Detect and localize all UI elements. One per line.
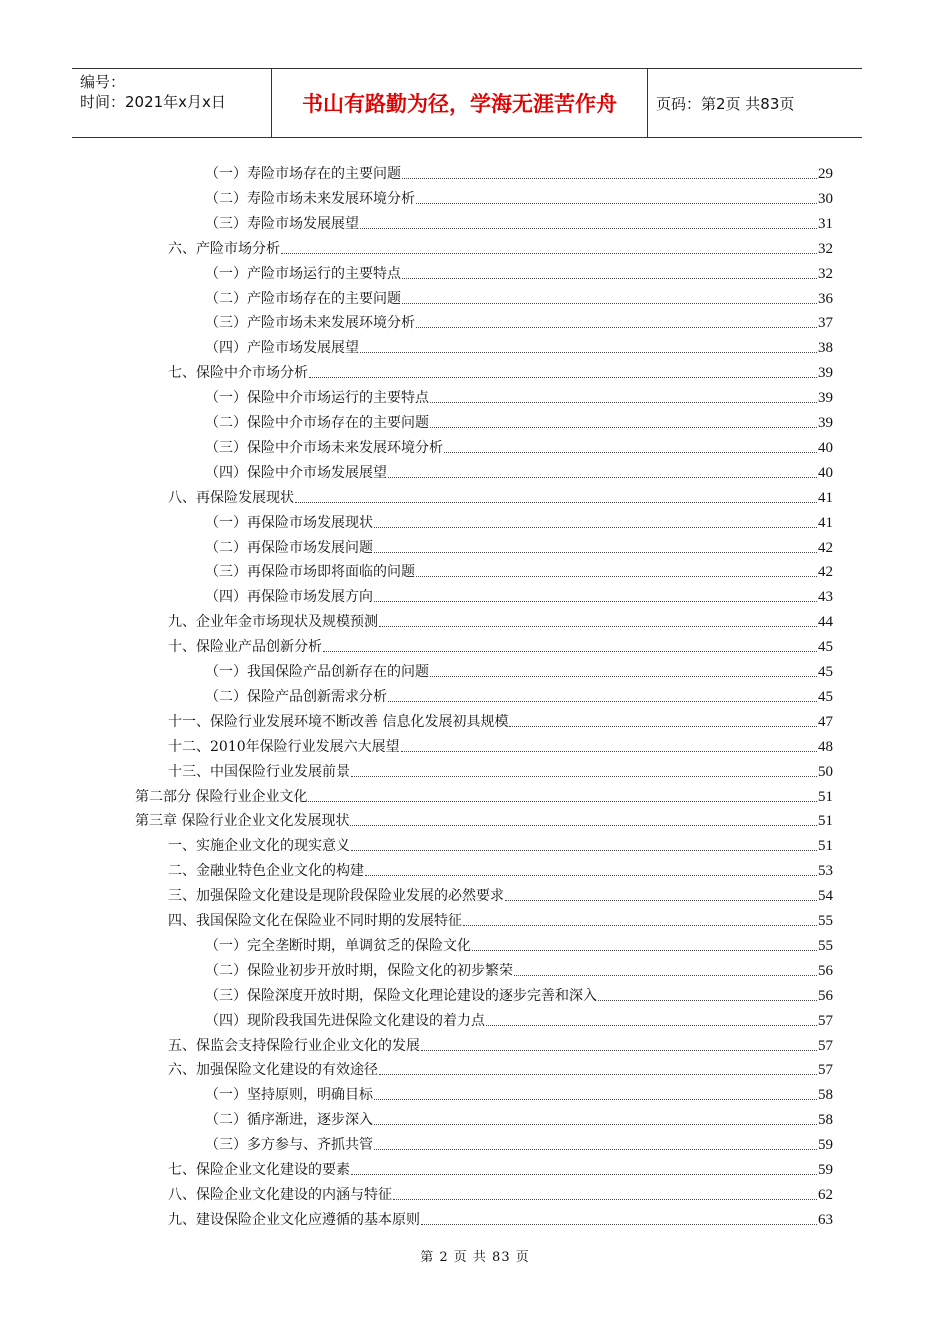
toc-entry[interactable] <box>205 955 833 980</box>
toc-entry-title: 九、建设保险企业文化应遵循的基本原则 <box>168 1211 420 1228</box>
toc-dot-leader <box>421 1049 817 1051</box>
toc-dot-leader <box>374 1148 817 1150</box>
toc-entry-page: 63 <box>818 1211 833 1228</box>
toc-dot-leader <box>360 227 817 229</box>
toc-entry[interactable] <box>205 581 833 606</box>
toc-entry-title: 十一、保险行业发展环境不断改善 信息化发展初具规模 <box>168 713 509 730</box>
toc-entry-title: （一）寿险市场存在的主要问题 <box>205 166 401 182</box>
header-motto: 书山有路勤为径，学海无涯苦作舟 <box>272 69 648 137</box>
toc-entry-page: 45 <box>818 639 833 656</box>
toc-dot-leader <box>472 949 817 951</box>
header-number-label: 编号： <box>80 73 126 91</box>
toc-entry-title: 四、我国保险文化在保险业不同时期的发展特征 <box>168 913 462 929</box>
toc-entry[interactable] <box>135 781 833 806</box>
toc-dot-leader <box>374 1123 817 1125</box>
toc-entry-title: 十、保险业产品创新分析 <box>168 639 322 656</box>
toc-entry-page: 55 <box>818 937 833 954</box>
toc-entry-page: 42 <box>818 539 833 556</box>
toc-dot-leader <box>365 874 817 876</box>
toc-entry-title: 七、保险企业文化建设的要素 <box>168 1162 350 1178</box>
toc-entry-page: 56 <box>818 987 833 1004</box>
toc-entry[interactable] <box>168 1179 833 1204</box>
toc-entry-page: 45 <box>818 688 833 705</box>
toc-entry-page: 50 <box>818 763 833 780</box>
toc-dot-leader <box>401 750 817 752</box>
toc-entry-page: 51 <box>818 813 833 830</box>
toc-dot-leader <box>430 401 817 403</box>
toc-entry[interactable] <box>168 482 833 507</box>
toc-entry-page: 59 <box>818 1162 833 1178</box>
toc-entry-title: （一）坚持原则，明确目标 <box>205 1087 373 1104</box>
toc-entry[interactable] <box>205 930 833 955</box>
toc-dot-leader <box>379 1073 817 1075</box>
page-header <box>72 68 862 138</box>
toc-entry-title: （二）保险业初步开放时期，保险文化的初步繁荣 <box>205 962 513 979</box>
toc-entry[interactable] <box>205 656 833 681</box>
toc-dot-leader <box>374 1098 817 1100</box>
toc-entry-page: 58 <box>818 1112 833 1129</box>
toc-entry-page: 53 <box>818 863 833 880</box>
toc-entry-title: （三）保险中介市场未来发展环境分析 <box>205 439 443 456</box>
toc-entry-title: 十三、中国保险行业发展前景 <box>168 763 350 780</box>
header-time-label: 时间：2021年x月x日 <box>80 93 226 111</box>
toc-dot-leader <box>416 326 817 328</box>
toc-entry[interactable] <box>168 1154 833 1179</box>
toc-entry-page: 57 <box>818 1062 833 1079</box>
toc-entry-page: 62 <box>818 1186 833 1203</box>
toc-entry-title: （二）再保险市场发展问题 <box>205 539 373 556</box>
toc-dot-leader <box>509 725 817 727</box>
toc-dot-leader <box>416 575 817 577</box>
toc-entry-title: （二）循序渐进，逐步深入 <box>205 1112 373 1129</box>
toc-entry[interactable] <box>205 1104 833 1129</box>
toc-entry-page: 54 <box>818 888 833 905</box>
toc-entry[interactable] <box>168 731 833 756</box>
toc-entry-page: 57 <box>818 1012 833 1029</box>
toc-entry[interactable] <box>205 1079 833 1104</box>
toc-dot-leader <box>295 501 817 503</box>
toc-entry[interactable] <box>205 507 833 532</box>
toc-entry[interactable] <box>168 1204 833 1229</box>
toc-entry-page: 32 <box>818 265 833 282</box>
toc-entry-page: 41 <box>818 489 833 506</box>
toc-entry[interactable] <box>205 258 833 283</box>
toc-entry[interactable] <box>205 1005 833 1030</box>
toc-dot-leader <box>393 1198 817 1200</box>
toc-entry[interactable] <box>168 1054 833 1079</box>
toc-entry[interactable] <box>205 183 833 208</box>
toc-entry-title: （一）产险市场运行的主要特点 <box>205 265 401 282</box>
toc-entry-page: 55 <box>818 913 833 929</box>
toc-dot-leader <box>514 974 817 976</box>
toc-entry-title: 七、保险中介市场分析 <box>168 365 308 382</box>
toc-entry[interactable] <box>205 307 833 332</box>
toc-entry-page: 43 <box>818 589 833 606</box>
toc-dot-leader <box>402 177 817 179</box>
toc-dot-leader <box>379 625 817 627</box>
toc-entry-title: （四）现阶段我国先进保险文化建设的着力点 <box>205 1012 485 1029</box>
toc-entry-title: （四）产险市场发展展望 <box>205 340 359 357</box>
toc-entry-title: （三）寿险市场发展展望 <box>205 215 359 232</box>
toc-dot-leader <box>598 999 817 1001</box>
toc-dot-leader <box>360 351 817 353</box>
toc-entry[interactable] <box>135 805 833 830</box>
toc-entry-title: （一）完全垄断时期，单调贫乏的保险文化 <box>205 937 471 954</box>
toc-entry-title: （四）再保险市场发展方向 <box>205 589 373 606</box>
toc-entry-title: 八、保险企业文化建设的内涵与特征 <box>168 1186 392 1203</box>
toc-entry-title: 八、再保险发展现状 <box>168 489 294 506</box>
toc-dot-leader <box>430 426 817 428</box>
toc-entry-page: 36 <box>818 290 833 307</box>
toc-entry-title: （三）保险深度开放时期，保险文化理论建设的逐步完善和深入 <box>205 987 597 1004</box>
toc-entry[interactable] <box>168 855 833 880</box>
toc-entry-title: （一）保险中介市场运行的主要特点 <box>205 390 429 407</box>
toc-dot-leader <box>374 551 817 553</box>
toc-dot-leader <box>350 824 817 826</box>
toc-entry-page: 47 <box>818 713 833 730</box>
toc-entry-page: 30 <box>818 190 833 207</box>
toc-entry[interactable] <box>205 208 833 233</box>
toc-entry-title: （三）再保险市场即将面临的问题 <box>205 564 415 581</box>
toc-dot-leader <box>463 924 817 926</box>
toc-dot-leader <box>308 800 817 802</box>
toc-dot-leader <box>351 849 817 851</box>
toc-entry[interactable] <box>205 432 833 457</box>
toc-entry-page: 57 <box>818 1037 833 1054</box>
toc-entry-page: 44 <box>818 614 833 631</box>
toc-entry[interactable] <box>168 905 833 930</box>
toc-entry-title: 三、加强保险文化建设是现阶段保险业发展的必然要求 <box>168 888 504 905</box>
toc-entry[interactable] <box>168 880 833 905</box>
toc-entry[interactable] <box>205 382 833 407</box>
toc-entry[interactable] <box>205 1129 833 1154</box>
toc-entry[interactable] <box>205 532 833 557</box>
toc-dot-leader <box>388 700 817 702</box>
toc-entry-page: 39 <box>818 365 833 382</box>
toc-entry-title: 第三章 保险行业企业文化发展现状 <box>135 813 350 830</box>
toc-entry-title: （二）保险产品创新需求分析 <box>205 688 387 705</box>
toc-entry-title: 六、加强保险文化建设的有效途径 <box>168 1062 378 1079</box>
toc-entry[interactable] <box>205 556 833 581</box>
toc-entry-page: 56 <box>818 962 833 979</box>
toc-dot-leader <box>402 277 817 279</box>
toc-entry-title: （四）保险中介市场发展展望 <box>205 464 387 481</box>
toc-entry-page: 32 <box>818 240 833 257</box>
toc-entry-page: 59 <box>818 1137 833 1154</box>
header-page-label: 页码：第2页 共83页 <box>656 94 795 113</box>
toc-entry[interactable] <box>205 407 833 432</box>
toc-entry[interactable] <box>168 357 833 382</box>
toc-entry[interactable] <box>168 233 833 258</box>
toc-entry-title: 九、企业年金市场现状及规模预测 <box>168 614 378 631</box>
toc-entry[interactable] <box>205 158 833 183</box>
toc-entry-page: 45 <box>818 664 833 680</box>
toc-entry-title: （二）保险中介市场存在的主要问题 <box>205 415 429 431</box>
toc-entry-page: 39 <box>818 390 833 407</box>
page-footer: 第 2 页 共 83 页 <box>420 1250 530 1265</box>
toc-dot-leader <box>351 1173 817 1175</box>
toc-dot-leader <box>430 675 817 677</box>
toc-entry-title: （一）我国保险产品创新存在的问题 <box>205 664 429 680</box>
toc-dot-leader <box>309 376 817 378</box>
toc-entry[interactable] <box>205 457 833 482</box>
toc-dot-leader <box>416 202 817 204</box>
toc-entry-title: 五、保监会支持保险行业企业文化的发展 <box>168 1037 420 1054</box>
toc-entry-page: 29 <box>818 166 833 182</box>
toc-dot-leader <box>505 899 817 901</box>
toc-dot-leader <box>388 476 817 478</box>
toc-entry[interactable] <box>168 756 833 781</box>
toc-entry-title: 第二部分 保险行业企业文化 <box>135 788 308 805</box>
toc-dot-leader <box>486 1024 817 1026</box>
toc-entry-page: 58 <box>818 1087 833 1104</box>
toc-entry-page: 41 <box>818 514 833 531</box>
toc-entry-title: 十二、2010年保险行业发展六大展望 <box>168 738 400 755</box>
toc-entry[interactable] <box>168 706 833 731</box>
toc-entry-title: （二）产险市场存在的主要问题 <box>205 290 401 307</box>
toc-dot-leader <box>323 650 817 652</box>
toc-entry[interactable] <box>168 606 833 631</box>
toc-entry-title: 一、实施企业文化的现实意义 <box>168 838 350 855</box>
toc-entry[interactable] <box>205 980 833 1005</box>
toc-entry-title: （二）寿险市场未来发展环境分析 <box>205 190 415 207</box>
toc-entry[interactable] <box>168 631 833 656</box>
toc-dot-leader <box>281 252 817 254</box>
toc-dot-leader <box>374 600 817 602</box>
toc-entry-title: 二、金融业特色企业文化的构建 <box>168 863 364 880</box>
toc-entry[interactable] <box>205 332 833 357</box>
toc-dot-leader <box>374 526 817 528</box>
toc-entry-title: （三）多方参与、齐抓共管 <box>205 1137 373 1154</box>
toc-entry[interactable] <box>205 681 833 706</box>
toc-entry-page: 31 <box>818 215 833 232</box>
toc-entry-page: 42 <box>818 564 833 581</box>
toc-entry-page: 37 <box>818 315 833 332</box>
toc-entry-title: 六、产险市场分析 <box>168 240 280 257</box>
toc-entry-page: 39 <box>818 415 833 431</box>
toc-entry-page: 38 <box>818 340 833 357</box>
toc-entry-page: 40 <box>818 464 833 481</box>
toc-dot-leader <box>351 775 817 777</box>
toc-entry-title: （一）再保险市场发展现状 <box>205 514 373 531</box>
header-meta <box>72 69 272 137</box>
toc-entry[interactable] <box>205 283 833 308</box>
toc-dot-leader <box>421 1223 817 1225</box>
toc-dot-leader <box>402 302 817 304</box>
toc-entry-page: 40 <box>818 439 833 456</box>
toc-entry-title: （三）产险市场未来发展环境分析 <box>205 315 415 332</box>
toc-entry[interactable] <box>168 1030 833 1055</box>
toc-entry-page: 51 <box>818 838 833 855</box>
toc-dot-leader <box>444 451 817 453</box>
toc-entry-page: 48 <box>818 738 833 755</box>
toc-entry-page: 51 <box>818 788 833 805</box>
toc-entry[interactable] <box>168 830 833 855</box>
